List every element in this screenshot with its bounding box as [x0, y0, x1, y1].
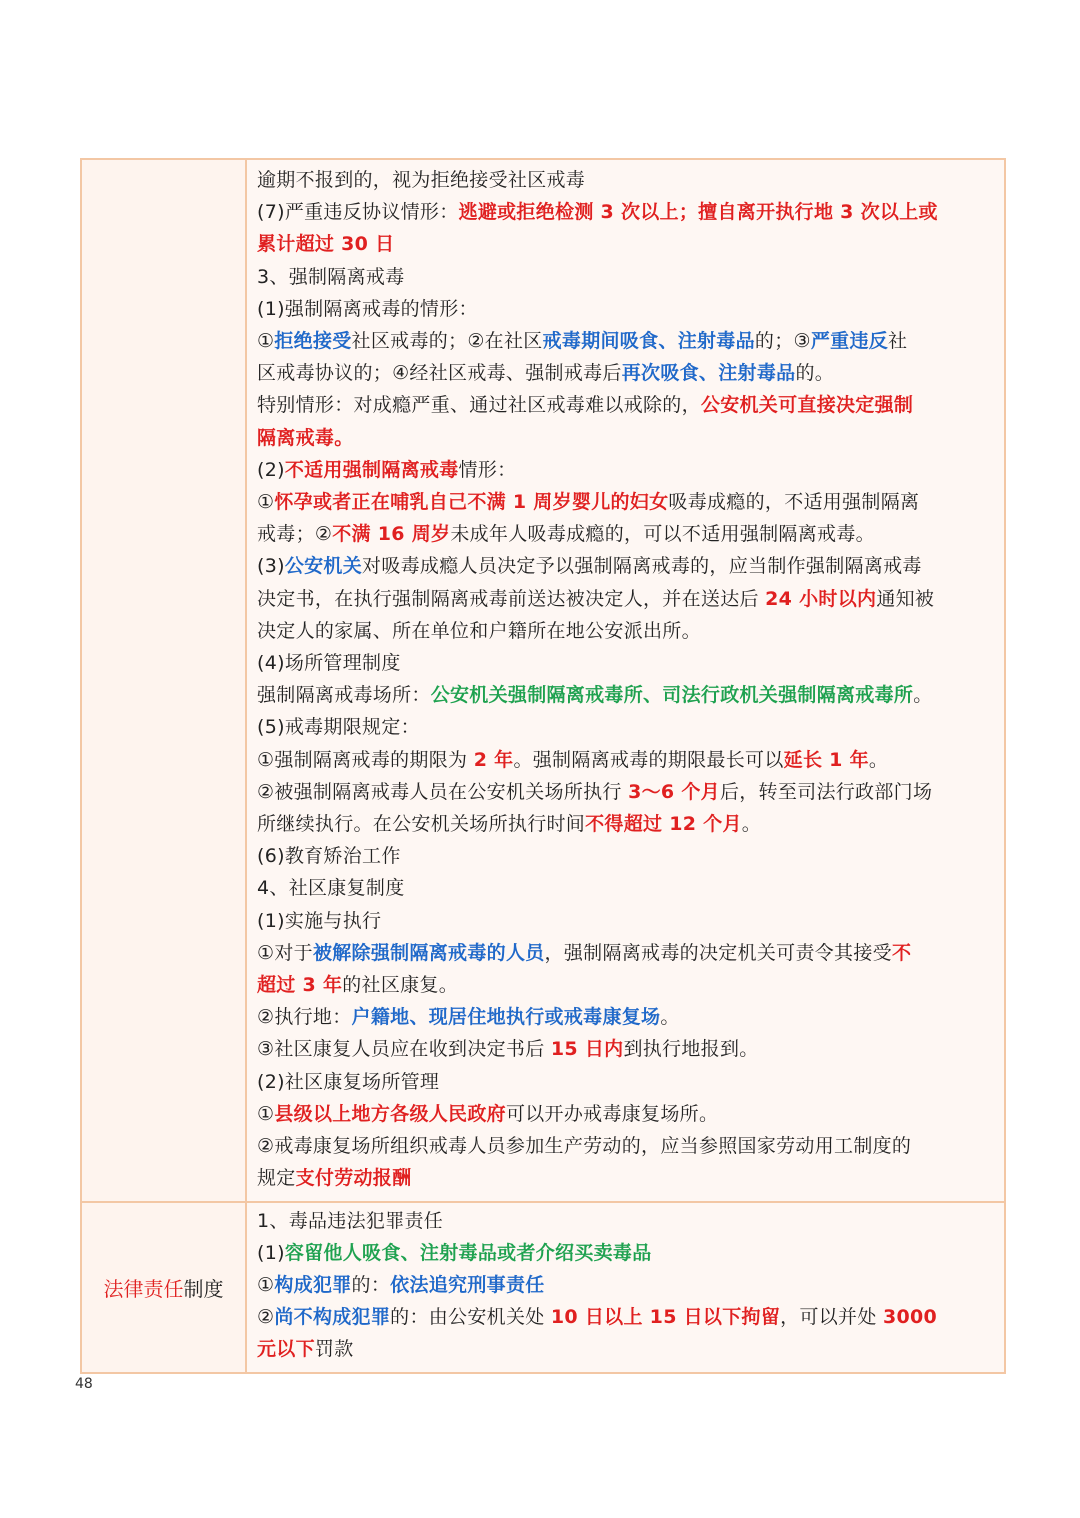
text-line [257, 325, 996, 357]
plain-text: (3) [257, 555, 285, 578]
plain-text: 4、社区康复制度 [257, 877, 405, 900]
table-row [81, 159, 1005, 1202]
plain-text: 戒毒；② [257, 523, 333, 546]
text-line [257, 1033, 996, 1065]
label-cell-legal-liability [81, 1202, 246, 1373]
plain-text: (5)戒毒期限规定： [257, 716, 420, 739]
plain-text: 决定书，在执行强制隔离戒毒前送达被决定人，并在送达后 [257, 587, 766, 610]
plain-text: ① [257, 330, 275, 353]
text-line [257, 357, 996, 389]
text-line [257, 905, 996, 937]
plain-text: 的。 [795, 362, 835, 385]
table-row [81, 1202, 1005, 1373]
plain-text: ①对于 [257, 941, 313, 964]
plain-text: 后，转至司法行政部门场 [719, 780, 933, 803]
highlight-text: 依法追究刑事责任 [390, 1273, 545, 1296]
highlight-text: 怀孕或者正在哺乳自己不满 1 周岁婴儿的妇女 [274, 491, 669, 514]
highlight-text: 超过 3 年 [257, 974, 343, 997]
plain-text: (4)场所管理制度 [257, 652, 401, 675]
plain-text: (1) [257, 1241, 285, 1264]
highlight-text: 不适用强制隔离戒毒 [284, 458, 459, 481]
text-line [257, 583, 996, 615]
highlight-text: 尚不构成犯罪 [274, 1306, 391, 1329]
highlight-text: 构成犯罪 [274, 1273, 352, 1296]
plain-text: ② [257, 1306, 275, 1329]
text-line [257, 776, 996, 808]
highlight-text: 延长 1 年 [783, 748, 869, 771]
highlight-text: 3～6 个月 [628, 780, 720, 803]
highlight-text: 不得超过 12 个月 [585, 813, 742, 836]
plain-text: 规定 [257, 1167, 296, 1190]
plain-text: ① [257, 491, 275, 514]
plain-text: ②被强制隔离戒毒人员在公安机关场所执行 [257, 780, 629, 803]
plain-text: 对吸毒成瘾人员决定予以强制隔离戒毒的，应当制作强制隔离戒毒 [362, 555, 922, 578]
plain-text: ①强制隔离戒毒的期限为 [257, 748, 474, 771]
plain-text: 情形： [458, 458, 517, 481]
content-cell-drug-rehab [246, 159, 1005, 1202]
plain-text: ②执行地： [257, 1006, 352, 1029]
plain-text: 强制隔离戒毒场所： [257, 684, 431, 707]
text-line [257, 937, 996, 969]
highlight-text: 戒毒期间吸食、注射毒品 [542, 330, 755, 353]
highlight-text: 2 年 [473, 748, 514, 771]
plain-text: 吸毒成瘾的，不适用强制隔离 [668, 491, 920, 514]
plain-text: ① [257, 1102, 275, 1125]
text-line [257, 1237, 996, 1269]
plain-text: 社区戒毒的；②在社区 [351, 330, 543, 353]
plain-text: 。强制隔离戒毒的期限最长可以 [513, 748, 784, 771]
text-line [257, 615, 996, 647]
text-line [257, 1301, 996, 1333]
content-lines [257, 1205, 996, 1366]
plain-text: ① [257, 1273, 275, 1296]
highlight-text: 容留他人吸食、注射毒品或者介绍买卖毒品 [284, 1241, 652, 1264]
plain-text: 的：由公安机关处 [390, 1306, 551, 1329]
text-line [257, 389, 996, 421]
text-line [257, 1001, 996, 1033]
highlight-text: 公安机关 [284, 555, 363, 578]
plain-text: ③社区康复人员应在收到决定书后 [257, 1038, 551, 1061]
plain-text: 所继续执行。在公安机关场所执行时间 [257, 813, 586, 836]
highlight-text: 3000 [882, 1306, 938, 1329]
text-line [257, 711, 996, 743]
highlight-text: 再次吸食、注射毒品 [621, 362, 796, 385]
plain-text: ，可以并处 [780, 1306, 883, 1329]
plain-text: 。 [741, 813, 762, 836]
plain-text: 罚款 [314, 1338, 354, 1361]
text-line [257, 872, 996, 904]
label-cell-empty [81, 159, 246, 1202]
plain-text: 区戒毒协议的；④经社区戒毒、强制戒毒后 [257, 362, 622, 385]
text-line [257, 969, 996, 1001]
text-line [257, 1098, 996, 1130]
text-line [257, 744, 996, 776]
text-line [257, 454, 996, 486]
plain-text: 。 [868, 748, 889, 771]
text-line [257, 1205, 996, 1237]
plain-text: ②戒毒康复场所组织戒毒人员参加生产劳动的，应当参照国家劳动用工制度的 [257, 1135, 912, 1158]
plain-text: 。 [660, 1006, 680, 1029]
text-line [257, 840, 996, 872]
plain-text: (2) [257, 458, 285, 481]
plain-text: 到执行地报到。 [623, 1038, 759, 1061]
plain-text: 1、毒品违法犯罪责任 [257, 1209, 444, 1232]
text-line [257, 293, 996, 325]
highlight-text: 隔离戒毒。 [257, 426, 354, 449]
text-line [257, 1066, 996, 1098]
legal-liability-title: 法律责任制度 [103, 1276, 224, 1301]
plain-text: (2)社区康复场所管理 [257, 1070, 440, 1093]
plain-text: (7)严重违反协议情形： [257, 201, 459, 224]
highlight-text: 逃避或拒绝检测 3 次以上；擅自离开执行地 3 次以上或 [458, 201, 938, 224]
content-cell-legal-liability [246, 1202, 1005, 1373]
text-line [257, 422, 996, 454]
plain-text: 未成年人吸毒成瘾的，可以不适用强制隔离戒毒。 [450, 523, 875, 546]
plain-text: 社 [888, 330, 908, 353]
plain-text: 。 [913, 684, 933, 707]
text-line [257, 550, 996, 582]
highlight-text: 拒绝接受 [274, 330, 352, 353]
plain-text: 3、强制隔离戒毒 [257, 265, 405, 288]
text-line [257, 679, 996, 711]
highlight-text: 严重违反 [810, 330, 889, 353]
plain-text: 决定人的家属、所在单位和户籍所在地公安派出所。 [257, 619, 701, 642]
text-line [257, 196, 996, 228]
plain-text: 通知被 [876, 587, 935, 610]
highlight-text: 10 日以上 15 日以下拘留 [550, 1306, 781, 1329]
plain-text: 的；③ [754, 330, 811, 353]
text-line [257, 518, 996, 550]
highlight-text: 公安机关可直接决定强制 [700, 394, 914, 417]
text-line [257, 808, 996, 840]
text-line [257, 647, 996, 679]
highlight-text: 公安机关强制隔离戒毒所、司法行政机关强制隔离戒毒所 [430, 684, 914, 707]
highlight-text: 元以下 [257, 1338, 315, 1361]
highlight-text: 24 小时以内 [765, 587, 877, 610]
plain-text: 可以开办戒毒康复场所。 [505, 1102, 719, 1125]
text-line [257, 1333, 996, 1365]
plain-text: 的社区康复。 [342, 974, 459, 997]
highlight-text: 累计超过 30 日 [257, 233, 395, 256]
plain-text: (1)实施与执行 [257, 909, 382, 932]
text-line [257, 164, 996, 196]
page-number: 48 [75, 1376, 93, 1392]
highlight-text: 被解除强制隔离戒毒的人员 [312, 941, 545, 964]
text-line [257, 1130, 996, 1162]
text-line [257, 1269, 996, 1301]
text-line [257, 486, 996, 518]
highlight-text: 支付劳动报酬 [295, 1167, 412, 1190]
text-line [257, 261, 996, 293]
text-line [257, 1162, 996, 1194]
plain-text: ，强制隔离戒毒的决定机关可责令其接受 [544, 941, 892, 964]
plain-text: 的： [351, 1273, 391, 1296]
highlight-text: 不 [891, 941, 912, 964]
content-lines [257, 164, 996, 1195]
plain-text: 特别情形：对成瘾严重、通过社区戒毒难以戒除的， [257, 394, 701, 417]
text-line [257, 228, 996, 260]
content-table [80, 158, 1006, 1374]
highlight-text: 户籍地、现居住地执行或戒毒康复场 [351, 1006, 661, 1029]
plain-text: (1)强制隔离戒毒的情形： [257, 297, 478, 320]
plain-text: (6)教育矫治工作 [257, 845, 401, 868]
highlight-text: 15 日内 [550, 1038, 624, 1061]
highlight-text: 不满 16 周岁 [332, 523, 451, 546]
highlight-text: 县级以上地方各级人民政府 [274, 1102, 506, 1125]
plain-text: 逾期不报到的，视为拒绝接受社区戒毒 [257, 169, 586, 191]
